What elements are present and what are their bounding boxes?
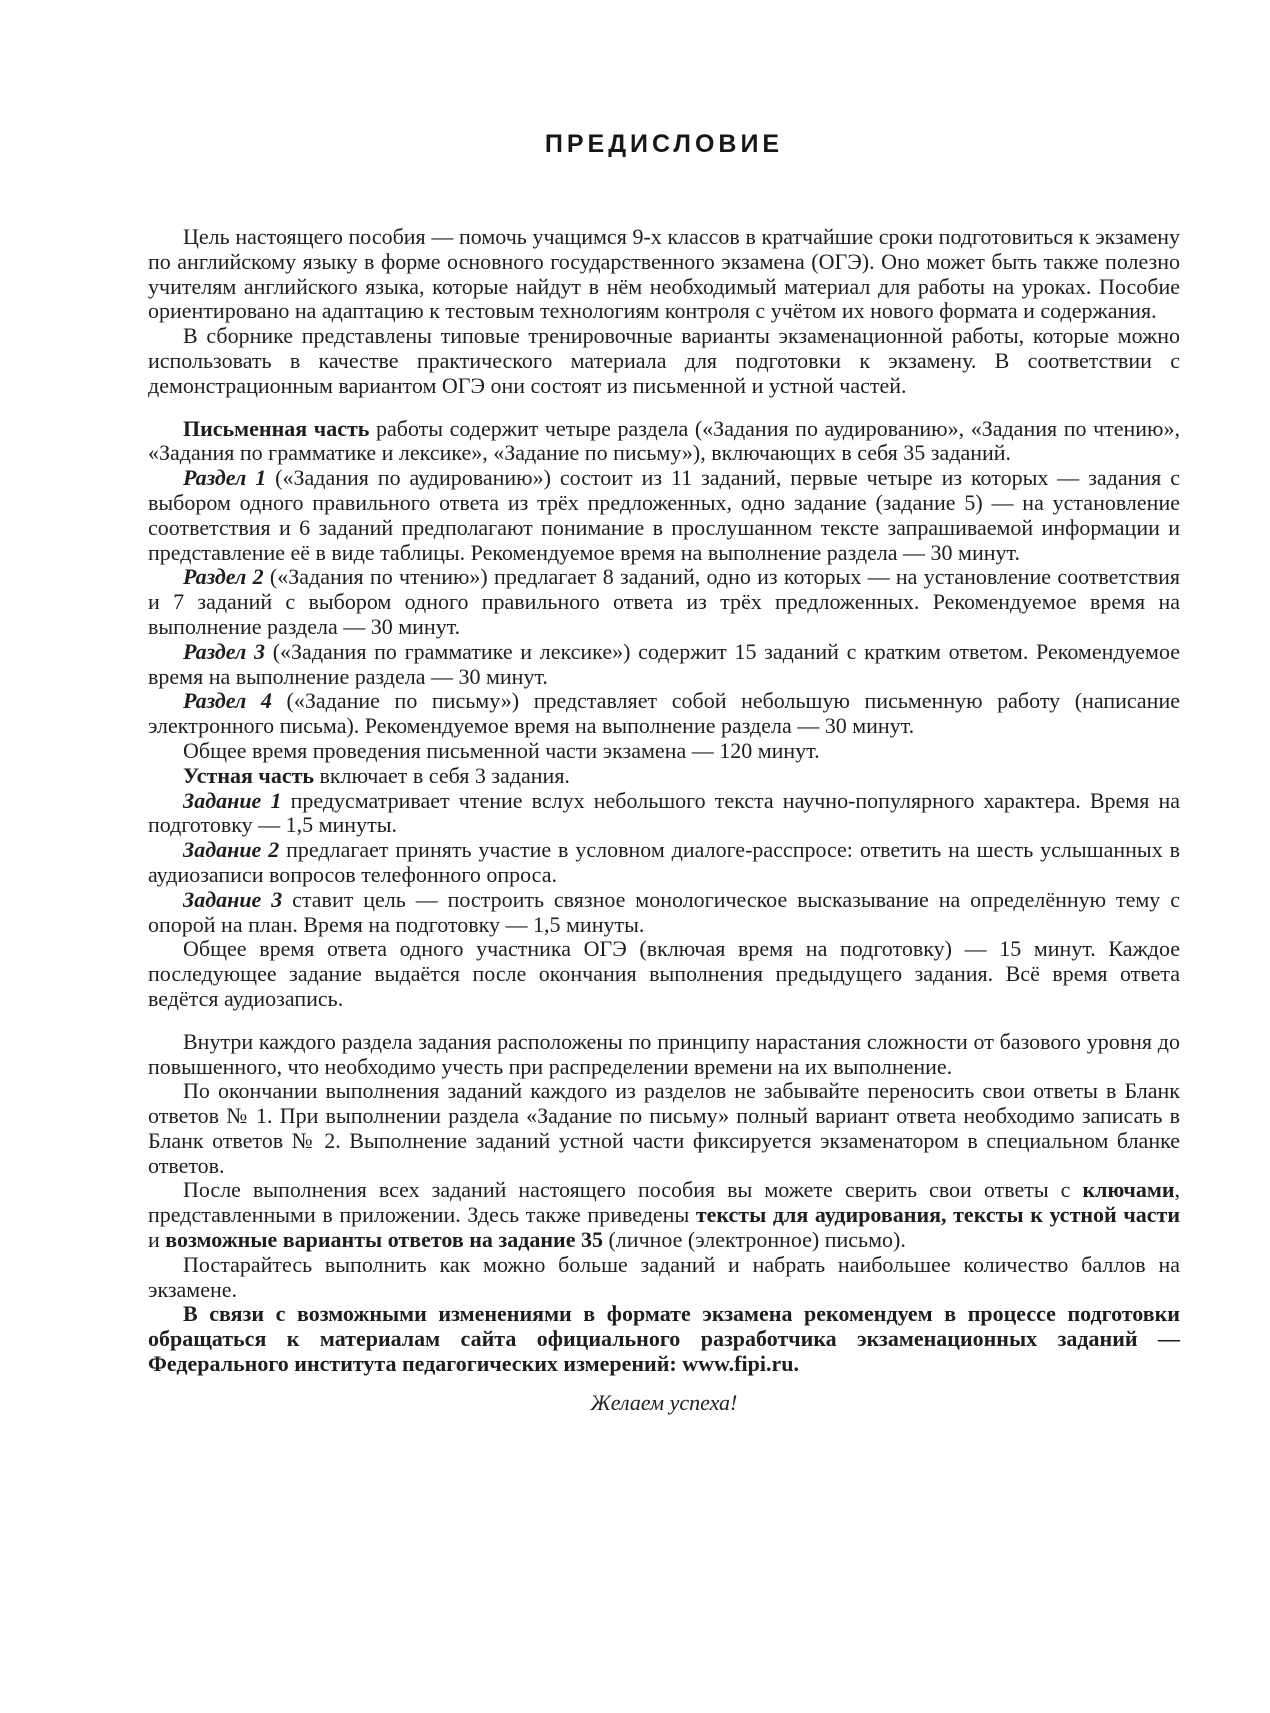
text-segment: Задание 3 — [183, 886, 283, 912]
text-segment: Задание 1 — [183, 787, 282, 813]
paragraph — [148, 888, 1180, 938]
text-segment: («Задание по письму») представляет собой небольшую письменную работу (написание электронного письма). Рекомендуемое время на выполнение раздела — 30 минут. — [148, 688, 1180, 739]
text-segment: включает в себя 3 задания. — [314, 762, 570, 788]
text-segment: Общее время ответа одного участника ОГЭ (включая время на подготовку) — 15 минут. Каждое последующее задание выдаётся после окончания выполнения предыдущего задания. Всё время ответа ведётся аудиозапись. — [148, 936, 1180, 1011]
text-segment: ключами — [1082, 1177, 1175, 1203]
paragraph — [148, 324, 1180, 398]
text-segment: В связи с возможными изменениями в формате экзамена рекомендуем в процессе подготовки обращаться к материалам сайта официального разработчика экзаменационных заданий — Федерального института педагогических измерений: www.fipi.ru. — [148, 1301, 1180, 1377]
paragraph — [148, 417, 1180, 467]
paragraph — [148, 1079, 1180, 1178]
text-segment: После выполнения всех заданий настоящего пособия вы можете сверить свои ответы с — [183, 1177, 1083, 1203]
text-segment: Раздел 1 — [183, 465, 267, 491]
paragraph — [148, 565, 1180, 639]
text-segment: Общее время проведения письменной части экзамена — 120 минут. — [183, 737, 820, 763]
paragraph — [148, 789, 1180, 839]
paragraph — [148, 466, 1180, 565]
paragraph — [148, 739, 1180, 764]
text-segment: предлагает принять участие в условном диалоге-расспросе: ответить на шесть услышанных в аудиозаписи вопросов телефонного опроса. — [148, 837, 1180, 887]
paragraph — [148, 838, 1180, 888]
text-segment: (личное (электронное) письмо). — [602, 1227, 906, 1253]
paragraph — [148, 764, 1180, 789]
page-title: ПРЕДИСЛОВИЕ — [544, 130, 784, 158]
text-segment: предусматривает чтение вслух небольшого текста научно-популярного характера. Время на подготовку — 1,5 минуты. — [148, 787, 1180, 838]
text-segment: Письменная часть — [183, 415, 370, 441]
text-segment: По окончании выполнения заданий каждого из разделов не забывайте переносить свои ответы в Бланк ответов № 1. При выполнении раздела «Задание по письму» полный вариант ответа необходимо записать в Бланк ответов № 2. Выполнение заданий устной части фиксируется экзаменатором в специальном бланке ответов. — [148, 1078, 1180, 1178]
text-segment: Раздел 3 — [183, 638, 266, 664]
text-segment: («Задания по чтению») предлагает 8 заданий, одно из которых — на установление соответствия и 7 заданий с выбором одного правильного ответа из трёх предложенных. Рекомендуемое время на выполнение раздела — 30 минут. — [148, 564, 1180, 639]
closing-line — [148, 1391, 1180, 1416]
text-segment: Раздел 4 — [183, 688, 272, 714]
text-segment: тексты для аудирования, тексты к устной части — [695, 1202, 1180, 1228]
text-segment: В сборнике представлены типовые тренировочные варианты экзаменационной работы, которые можно использовать в качестве практического материала для подготовки к экзамену. В соответствии с демонстрационным вариантом ОГЭ они состоят из письменной и устной частей. — [148, 323, 1180, 398]
paragraph — [148, 689, 1180, 739]
text-segment: («Задания по аудированию») состоит из 11 заданий, первые четыре из которых — задания с выбором одного правильного ответа из трёх предложенных, одно задание (задание 5) — на установление соответствия и 6 заданий предполагают понимание в прослушанном тексте запрашиваемой информации и представление её в виде таблицы. Рекомендуемое время на выполнение раздела — 30 минут. — [148, 465, 1180, 565]
paragraph — [148, 1178, 1180, 1252]
text-segment: («Задания по грамматике и лексике») содержит 15 заданий с кратким ответом. Рекомендуемое время на выполнение раздела — 30 минут. — [148, 638, 1180, 689]
text-segment: возможные варианты ответов на задание 35 — [165, 1227, 603, 1253]
paragraph — [148, 640, 1180, 690]
preface-body — [148, 225, 1180, 1416]
text-segment: и — [148, 1227, 166, 1253]
text-segment: Постарайтесь выполнить как можно больше заданий и набрать наибольшее количество баллов на экзамене. — [148, 1251, 1180, 1302]
text-segment: Устная часть — [183, 762, 315, 788]
text-segment: Задание 2 — [183, 837, 280, 863]
paragraph — [148, 1253, 1180, 1303]
paragraph — [148, 1030, 1180, 1080]
paragraph — [148, 937, 1180, 1011]
paragraph — [148, 1302, 1180, 1376]
text-segment: Раздел 2 — [183, 564, 264, 590]
paragraph — [148, 225, 1180, 324]
text-segment: Желаем успеха! — [590, 1389, 738, 1415]
text-segment: , представленными в приложении. Здесь также приведены — [148, 1177, 1180, 1228]
text-segment: Внутри каждого раздела задания расположены по принципу нарастания сложности от базового уровня до повышенного, что необходимо учесть при распределении времени на их выполнение. — [148, 1028, 1180, 1079]
text-segment: ставит цель — построить связное монологическое высказывание на определённую тему с опорой на план. Время на подготовку — 1,5 минуты. — [148, 886, 1180, 937]
text-segment: Цель настоящего пособия — помочь учащимся 9-х классов в кратчайшие сроки подготовиться к экзамену по английскому языку в форме основного государственного экзамена (ОГЭ). Оно может быть также полезно учителям английского языка, которые найдут в нём необходимый материал для работы на уроках. Пособие ориентировано на адаптацию к тестовым технологиям контроля с учётом их нового формата и содержания. — [148, 224, 1180, 324]
text-segment: работы содержит четыре раздела («Задания по аудированию», «Задания по чтению», «Задания по грамматике и лексике», «Задание по письму»), включающих в себя 35 заданий. — [148, 415, 1180, 466]
